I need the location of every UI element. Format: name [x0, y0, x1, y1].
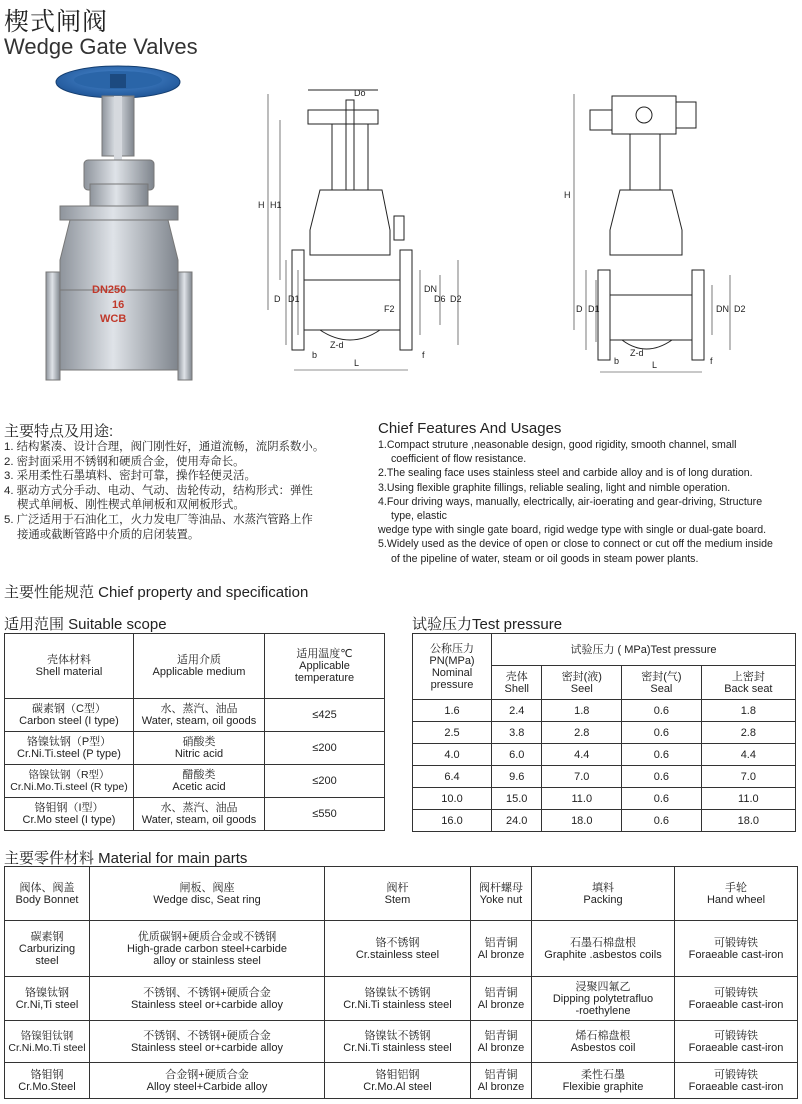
table-cell: 24.0 — [492, 810, 542, 832]
cell-text: Flexibie graphite — [562, 1080, 644, 1093]
table-cell — [532, 977, 675, 1021]
cell-text: 石墨石棉盘根 — [570, 936, 636, 949]
table-cell: ≤200 — [265, 765, 385, 798]
materials-header-cell — [325, 867, 471, 921]
cell-text: Al bronze — [477, 948, 525, 961]
cell-text: 硝酸类 — [182, 736, 216, 748]
cell-text: Carbon steel (I type) — [19, 715, 119, 727]
table-cell — [5, 732, 134, 765]
scope-header-cell — [265, 634, 385, 699]
dim-f: f — [422, 350, 425, 360]
cell-text: Nitric acid — [174, 748, 224, 760]
table-row — [5, 1021, 798, 1063]
table-cell — [675, 921, 798, 977]
table-cell: 4.0 — [413, 744, 492, 766]
test-table — [412, 633, 796, 832]
table-cell — [325, 1063, 471, 1099]
dim-dn: DN — [424, 284, 437, 294]
cell-text: 阀杆 — [386, 881, 409, 894]
cell-text: 铬不锈钢 — [375, 936, 420, 949]
table-cell: 0.6 — [622, 810, 702, 832]
cell-text: Water, steam, oil goods — [141, 715, 257, 727]
test-subheader-cell — [701, 666, 795, 700]
cell-text: Yoke nut — [479, 893, 523, 906]
table-cell — [675, 1021, 798, 1063]
table-cell — [532, 1063, 675, 1099]
table-cell — [5, 921, 90, 977]
page-title-en: Wedge Gate Valves — [4, 34, 198, 59]
test-subheader-cell — [542, 666, 622, 700]
cell-text: 手轮 — [725, 881, 747, 894]
features-cn-line: 1. 结构紧凑、设计合理，阀门刚性好，通道流畅，流阴系数小。 — [4, 441, 325, 453]
features-en-title: Chief Features And Usages — [378, 420, 562, 437]
table-cell — [5, 1063, 90, 1099]
table-cell: ≤425 — [265, 699, 385, 732]
table-cell: 0.6 — [622, 788, 702, 810]
table-cell — [532, 921, 675, 977]
test-header-row — [413, 634, 796, 666]
cell-text: Cr.Ni.Mo.Ti steel — [8, 1041, 86, 1054]
table-cell: 16.0 — [413, 810, 492, 832]
scope-h-shell-cn: 壳体材料 — [47, 654, 91, 666]
features-cn-line: 2. 密封面采用不锈钢和硬质合金，使用寿命长。 — [4, 455, 245, 468]
table-cell: 7.0 — [701, 766, 795, 788]
table-cell — [675, 1063, 798, 1099]
table-row — [413, 722, 796, 744]
cell-text: Packing — [583, 893, 623, 906]
materials-header-cell — [90, 867, 325, 921]
table-cell: 1.8 — [701, 700, 795, 722]
test-header-pn — [413, 634, 492, 700]
cell-text: Shell — [504, 682, 529, 695]
features-en-line: 1.Compact struture ,neasonable design, good rigidity, smooth channel, small — [378, 439, 737, 451]
features-en-line: type, elastic — [391, 510, 447, 523]
cell-text: 可锻铸铁 — [714, 1068, 758, 1081]
dim-h: H — [258, 200, 265, 210]
features-en-line: of the pipeline of water, steam or oil goods in steam power plants. — [391, 552, 699, 565]
cell-text: Body Bonnet — [15, 893, 79, 906]
cell-text: Al bronze — [477, 998, 525, 1011]
cell-text: 铬镍钛不锈钢 — [364, 986, 431, 999]
cell-text: Back seat — [724, 682, 773, 695]
cell-text: Acetic acid — [172, 781, 226, 793]
cell-text: Cr.Mo steel (I type) — [22, 814, 116, 826]
cell-text: Water, steam, oil goods — [141, 814, 257, 826]
table-row — [5, 1063, 798, 1099]
features-cn-line: 5. 广泛适用于石油化工，火力发电厂等油品、水蒸汽管路上作 — [4, 513, 313, 526]
cell-text: Dipping polytetrafluo — [552, 992, 654, 1005]
cell-text: 密封(气) — [641, 670, 682, 683]
table-cell — [325, 921, 471, 977]
cell-text: 浸聚四氟乙 — [575, 980, 631, 993]
table-cell — [90, 977, 325, 1021]
test-title: 试验压力Test pressure — [412, 616, 563, 633]
table-cell: ≤550 — [265, 798, 385, 831]
features-cn-line: 4. 驱动方式分手动、电动、气动、齿轮传动，结构形式：弹性 — [4, 484, 313, 497]
materials-header-row — [5, 867, 798, 921]
cell-text: 醋酸类 — [182, 769, 216, 781]
table-cell — [134, 798, 265, 831]
cell-text: Cr.Ni.Ti.steel (P type) — [17, 748, 121, 760]
table-row — [5, 977, 798, 1021]
table-cell — [471, 977, 532, 1021]
cell-text: 铝青铜 — [484, 1068, 518, 1081]
table-cell — [471, 921, 532, 977]
cell-text: -roethylene — [575, 1004, 631, 1017]
table-cell: 18.0 — [701, 810, 795, 832]
cell-text: Stainless steel or+carbide alloy — [131, 998, 283, 1011]
cast-mark-size: DN250 — [92, 284, 127, 296]
cell-text: 公称压力 — [430, 642, 474, 655]
dim-b: b — [312, 350, 318, 360]
table-row — [5, 798, 385, 831]
table-cell — [90, 921, 325, 977]
table-cell: 1.6 — [413, 700, 492, 722]
cell-text: pressure — [430, 678, 474, 691]
table-cell: 6.4 — [413, 766, 492, 788]
cell-text: 可锻铸铁 — [714, 936, 758, 949]
table-cell — [90, 1021, 325, 1063]
test-subheader-cell — [492, 666, 542, 700]
cell-text: Al bronze — [477, 1041, 525, 1054]
scope-h-temp-en1: Applicable — [299, 660, 350, 672]
table-cell: 9.6 — [492, 766, 542, 788]
dim-d1-e: D1 — [588, 304, 600, 314]
test-subheader-cell — [622, 666, 702, 700]
table-cell: 0.6 — [622, 766, 702, 788]
table-cell — [134, 765, 265, 798]
features-en-line: 2.The sealing face uses stainless steel and carbide alloy and is of long duration. — [378, 467, 753, 480]
table-cell — [5, 699, 134, 732]
cell-text: 不锈钢、不锈钢+硬质合金 — [143, 1029, 271, 1042]
dim-h-e: H — [564, 190, 571, 200]
table-cell: 7.0 — [542, 766, 622, 788]
scope-table — [4, 633, 385, 831]
materials-header-cell — [532, 867, 675, 921]
cell-text: Foraeable cast-iron — [688, 1080, 784, 1093]
cell-text: 闸板、阀座 — [179, 881, 235, 894]
cell-text: Carburizing steel — [18, 942, 76, 967]
dim-d2: D2 — [450, 294, 462, 304]
cell-text: 碳素钢 — [30, 930, 64, 943]
table-cell — [325, 1021, 471, 1063]
handwheel-shape — [56, 66, 180, 98]
table-cell — [134, 732, 265, 765]
table-cell — [134, 699, 265, 732]
table-cell: 3.8 — [492, 722, 542, 744]
cell-text: Cr.Ni.Ti stainless steel — [343, 998, 452, 1011]
cell-text: Foraeable cast-iron — [688, 948, 784, 961]
table-cell — [5, 798, 134, 831]
materials-table — [4, 866, 798, 1099]
table-cell — [325, 977, 471, 1021]
dim-b-e: b — [614, 356, 620, 366]
cell-text: Wedge disc, Seat ring — [153, 893, 261, 906]
cell-text: 可锻铸铁 — [714, 1029, 758, 1042]
cell-text: 铝青铜 — [484, 986, 518, 999]
table-cell: 11.0 — [701, 788, 795, 810]
dim-d: D — [274, 294, 281, 304]
cell-text: 铬镍钛钢 — [25, 986, 69, 999]
cell-text: Asbestos coil — [570, 1041, 636, 1054]
table-cell — [675, 977, 798, 1021]
features-en-list — [378, 438, 802, 566]
dim-l-e: L — [652, 360, 658, 370]
dim-d2-e: D2 — [734, 304, 746, 314]
page-title-cn: 楔式闸阀 — [4, 8, 109, 36]
cell-text: 填料 — [592, 881, 614, 894]
cell-text: Graphite .asbestos coils — [544, 948, 662, 961]
features-cn-list — [4, 440, 374, 542]
cell-text: 不锈钢、不锈钢+硬质合金 — [143, 986, 271, 999]
cell-text: Cr.stainless steel — [355, 948, 440, 961]
cell-text: Cr.Mo.Steel — [18, 1080, 76, 1093]
table-cell: 11.0 — [542, 788, 622, 810]
features-cn-line: 3. 采用柔性石墨填料、密封可靠，操作轻便灵活。 — [4, 470, 256, 483]
cell-text: 壳体 — [505, 670, 528, 683]
cell-text: 水、蒸汽、油品 — [160, 703, 238, 715]
dim-zd-e: Z-d — [630, 348, 644, 358]
features-cn-title: 主要特点及用途: — [4, 423, 114, 440]
table-row — [5, 765, 385, 798]
table-row — [5, 699, 385, 732]
cell-text: Nominal — [431, 666, 473, 679]
cell-text: Seal — [650, 682, 673, 695]
cell-text: 阀体、阀盖 — [19, 881, 75, 894]
cell-text: 烯石棉盘根 — [575, 1029, 631, 1042]
dim-do: Do — [354, 88, 366, 98]
features-en-line: 4.Four driving ways, manually, electrically, air-ioerating and gear-driving, Structure — [378, 495, 763, 508]
table-row — [413, 788, 796, 810]
scope-h-temp-en2: temperature — [294, 672, 355, 684]
cell-text: Cr.Mo.Al steel — [363, 1080, 432, 1093]
cell-text: Cr.Ni.Mo.Ti.steel (R type) — [10, 781, 128, 793]
cell-text: 铬钼钢（I型） — [34, 802, 104, 814]
cell-text: 铝青铜 — [484, 936, 518, 949]
cast-mark-pressure: 16 — [112, 299, 125, 311]
materials-title: 主要零件材料 Material for main parts — [4, 850, 248, 867]
table-cell — [5, 1021, 90, 1063]
cell-text: 合金钢+硬质合金 — [165, 1068, 249, 1081]
table-row — [413, 766, 796, 788]
table-cell — [5, 977, 90, 1021]
electric-valve-drawing — [560, 80, 760, 375]
table-cell: 2.8 — [701, 722, 795, 744]
cell-text: alloy or stainless steel — [153, 954, 261, 967]
cell-text: Stem — [384, 893, 411, 906]
table-cell — [532, 1021, 675, 1063]
dim-d6: D6 — [434, 294, 446, 304]
cell-text: High-grade carbon steel+carbide — [127, 942, 287, 955]
scope-h-medium-cn: 适用介质 — [177, 654, 221, 666]
table-cell: 0.6 — [622, 744, 702, 766]
dim-f2: F2 — [384, 304, 395, 314]
cell-text: Foraeable cast-iron — [688, 998, 784, 1011]
table-row — [413, 744, 796, 766]
test-header-test: 试验压力 ( MPa)Test pressure — [492, 634, 796, 666]
cell-text: 铬钼铝钢 — [375, 1068, 420, 1081]
table-cell: 1.8 — [542, 700, 622, 722]
cell-text: 优质碳钢+硬质合金或不锈钢 — [137, 930, 277, 943]
features-en-line: 5.Widely used as the device of open or close to connect or cut off the medium inside — [378, 538, 773, 551]
features-en-line: wedge type with single gate board, rigid wedge type with single or dual-gate board. — [378, 524, 767, 537]
table-cell: 4.4 — [701, 744, 795, 766]
table-cell: 4.4 — [542, 744, 622, 766]
table-cell: 2.8 — [542, 722, 622, 744]
features-cn-line: 楔式单闸板、刚性楔式单闸板和双闸板形式。 — [17, 499, 245, 512]
table-row — [413, 810, 796, 832]
scope-h-shell-en: Shell material — [35, 666, 103, 678]
materials-header-cell — [5, 867, 90, 921]
table-row — [5, 921, 798, 977]
table-cell: 15.0 — [492, 788, 542, 810]
cell-text: 阀杆螺母 — [479, 881, 523, 894]
table-row — [413, 700, 796, 722]
features-cn-line: 接通或截断管路中介质的启闭装置。 — [17, 528, 200, 541]
dim-d-e: D — [576, 304, 583, 314]
table-cell — [471, 1063, 532, 1099]
dim-zd: Z-d — [330, 340, 344, 350]
table-cell: 10.0 — [413, 788, 492, 810]
table-cell — [5, 765, 134, 798]
cell-text: Cr.Ni,Ti steel — [15, 998, 79, 1011]
cell-text: Alloy steel+Carbide alloy — [146, 1080, 268, 1093]
cell-text: PN(MPa) — [429, 654, 475, 667]
cell-text: Seel — [570, 682, 593, 695]
features-en-line: coefficient of flow resistance. — [391, 453, 527, 466]
cell-text: Stainless steel or+carbide alloy — [131, 1041, 283, 1054]
scope-title: 适用范围 Suitable scope — [4, 616, 167, 633]
table-cell — [471, 1021, 532, 1063]
scope-h-temp-cn: 适用温度℃ — [296, 648, 353, 660]
cell-text: 上密封 — [731, 670, 765, 683]
dim-l: L — [354, 358, 360, 368]
cell-text: 铝青铜 — [484, 1029, 518, 1042]
table-cell: 0.6 — [622, 700, 702, 722]
cell-text: Foraeable cast-iron — [688, 1041, 784, 1054]
manual-valve-drawing — [250, 80, 480, 375]
cell-text: 水、蒸汽、油品 — [160, 802, 238, 814]
cell-text: 可锻铸铁 — [714, 986, 758, 999]
scope-header-cell — [5, 634, 134, 699]
table-cell: 6.0 — [492, 744, 542, 766]
cell-text: 铬镍钼钛钢 — [20, 1029, 74, 1042]
dim-dn-e: DN — [716, 304, 729, 314]
table-cell: 2.4 — [492, 700, 542, 722]
scope-header-row — [5, 634, 385, 699]
cell-text: 铬镍钛钢（R型） — [28, 769, 110, 781]
features-en-line: 3.Using flexible graphite fillings, reliable sealing, light and nimble operation. — [378, 481, 731, 494]
cell-text: 铬钼钢 — [30, 1068, 64, 1081]
dim-d1: D1 — [288, 294, 300, 304]
valve-photo — [40, 60, 210, 390]
table-cell: 2.5 — [413, 722, 492, 744]
cell-text: Cr.Ni.Ti stainless steel — [343, 1041, 452, 1054]
cell-text: 铬镍钛不锈钢 — [364, 1029, 431, 1042]
table-cell: ≤200 — [265, 732, 385, 765]
cell-text: Hand wheel — [706, 893, 766, 906]
cell-text: 碳素钢（C型） — [32, 703, 106, 715]
dim-h1: H1 — [270, 200, 282, 210]
table-cell — [90, 1063, 325, 1099]
table-cell: 0.6 — [622, 722, 702, 744]
dim-f-e: f — [710, 356, 713, 366]
cell-text: 铬镍钛钢（P型） — [26, 736, 112, 748]
cast-mark-material: WCB — [100, 313, 127, 325]
scope-h-medium-en: Applicable medium — [152, 666, 246, 678]
cell-text: 柔性石墨 — [581, 1068, 625, 1081]
cell-text: Al bronze — [477, 1080, 525, 1093]
materials-header-cell — [471, 867, 532, 921]
materials-header-cell — [675, 867, 798, 921]
table-row — [5, 732, 385, 765]
table-cell: 18.0 — [542, 810, 622, 832]
scope-header-cell — [134, 634, 265, 699]
cell-text: 密封(液) — [561, 670, 602, 683]
spec-title: 主要性能规范 Chief property and specification — [4, 584, 309, 601]
